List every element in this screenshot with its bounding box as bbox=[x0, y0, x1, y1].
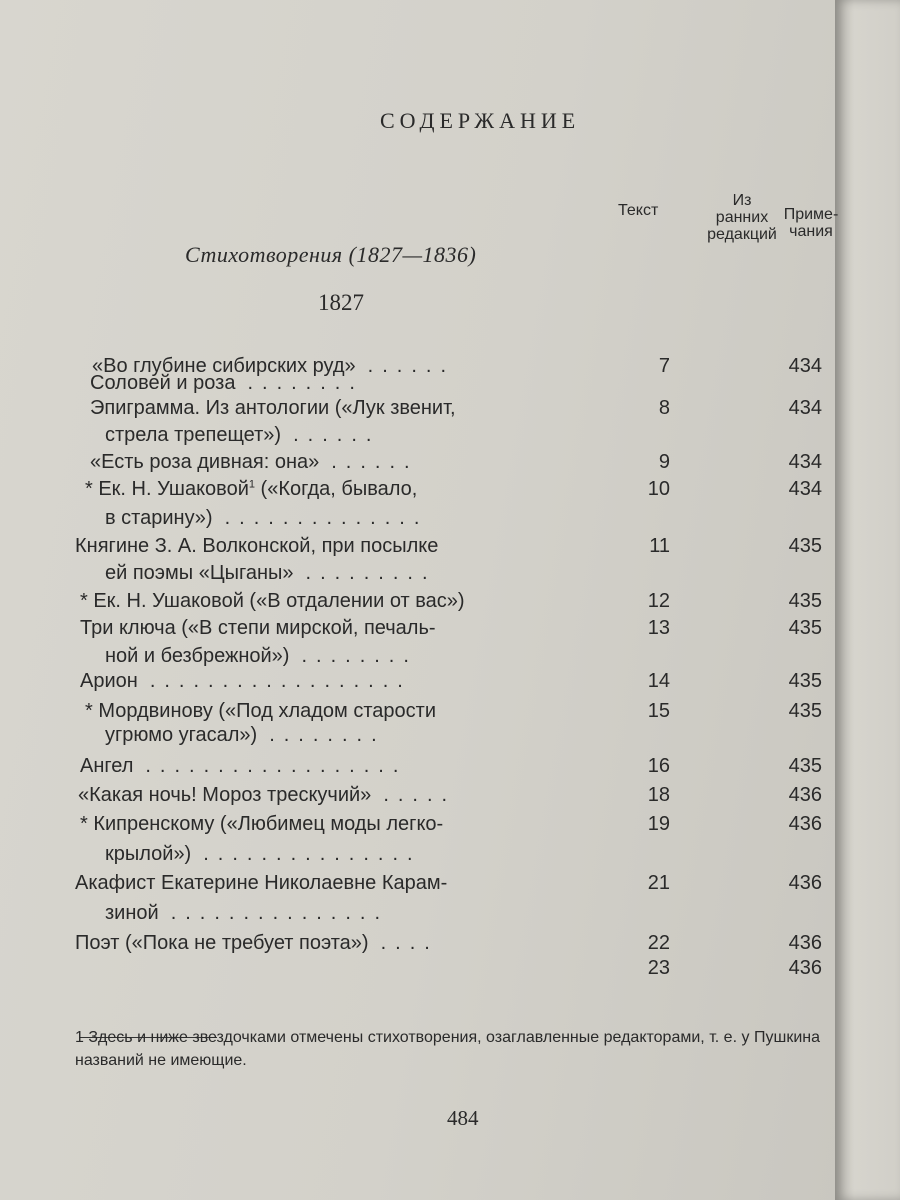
toc-row bbox=[0, 424, 840, 452]
toc-entry-title bbox=[105, 562, 294, 585]
toc-row bbox=[0, 507, 840, 535]
leader-dots: ........ bbox=[247, 372, 364, 394]
leader-dots: ............... bbox=[203, 843, 422, 865]
toc-row bbox=[0, 451, 840, 479]
toc-entry-title bbox=[90, 451, 319, 474]
toc-row bbox=[0, 590, 840, 618]
notes-page-number: 435 bbox=[788, 590, 822, 612]
leader-dots: ..... bbox=[383, 784, 457, 806]
notes-page-number: 436 bbox=[788, 872, 822, 894]
leader-dots: .............. bbox=[224, 507, 429, 529]
notes-page-number: 435 bbox=[788, 700, 822, 722]
leader-dots: .................. bbox=[149, 670, 412, 692]
toc-entry-title bbox=[105, 424, 281, 447]
text-page-number: 21 bbox=[647, 872, 670, 894]
text-page-number: 16 bbox=[647, 755, 670, 777]
notes-page-number: 435 bbox=[788, 670, 822, 692]
toc-row bbox=[0, 670, 840, 698]
notes-page-number: 436 bbox=[788, 932, 822, 954]
notes-page-number: 434 bbox=[788, 478, 822, 500]
toc-row bbox=[0, 478, 840, 506]
column-head-early: Из ранних редакций bbox=[707, 192, 777, 243]
leader-dots: .................. bbox=[145, 755, 408, 777]
toc-entry-title bbox=[75, 932, 369, 955]
notes-page-number: 434 bbox=[788, 355, 822, 377]
toc-entry-title bbox=[105, 902, 159, 925]
footnote: 1 Здесь и ниже звездочками отмечены стихотворения, озаглавленные редакторами, т. е. у Пушкина названий не имеющие. bbox=[75, 1029, 820, 1069]
text-page-number: 10 bbox=[647, 478, 670, 500]
text-page-number: 13 bbox=[647, 617, 670, 639]
toc-row bbox=[0, 843, 840, 871]
entry-text: «Какая ночь! Мороз трескучий» bbox=[78, 784, 372, 806]
toc-entry-title bbox=[85, 478, 417, 501]
toc-entry-title bbox=[80, 670, 138, 693]
entry-text: * Кипренскому («Любимец моды легко- bbox=[80, 813, 444, 835]
entry-text: «Есть роза дивная: она» bbox=[90, 451, 320, 473]
entry-text: крылой») bbox=[105, 843, 192, 865]
notes-page-number: 434 bbox=[788, 397, 822, 419]
toc-row bbox=[0, 372, 840, 400]
toc-row bbox=[0, 645, 840, 673]
entry-text: ей поэмы «Цыганы» bbox=[105, 562, 294, 584]
entry-text: Ангел bbox=[80, 755, 134, 777]
text-page-number: 14 bbox=[647, 670, 670, 692]
toc-row bbox=[0, 784, 840, 812]
text-page-number: 15 bbox=[647, 700, 670, 722]
leader-dots: ........ bbox=[269, 724, 386, 746]
leader-dots: ........ bbox=[301, 645, 418, 667]
toc-entry-title bbox=[90, 372, 235, 395]
entry-text: ной и безбрежной») bbox=[105, 645, 290, 667]
notes-page-number: 435 bbox=[788, 535, 822, 557]
text-page-number: 12 bbox=[647, 590, 670, 612]
notes-page-number: 435 bbox=[788, 617, 822, 639]
page-number: 484 bbox=[447, 1106, 479, 1130]
notes-page-number: 436 bbox=[788, 813, 822, 835]
leader-dots: ............... bbox=[170, 902, 390, 924]
entry-text: Три ключа («В степи мирской, печаль- bbox=[80, 617, 436, 639]
entry-text-cont: («Когда, бывало, bbox=[255, 478, 418, 500]
text-page-number: 8 bbox=[658, 397, 670, 419]
leader-dots: ...... bbox=[331, 451, 419, 473]
column-head-text: Текст bbox=[618, 202, 659, 219]
notes-page-number: 434 bbox=[788, 451, 822, 473]
entry-text: * Мордвинову («Под хладом старости bbox=[85, 700, 436, 722]
toc-row bbox=[0, 932, 840, 960]
year-heading: 1827 bbox=[318, 290, 364, 315]
notes-page-number: 436 bbox=[788, 784, 822, 806]
toc-entry-title bbox=[105, 507, 213, 530]
leader-dots: ...... bbox=[367, 355, 456, 377]
text-page-number: 7 bbox=[658, 355, 670, 377]
toc-entry-title bbox=[75, 872, 447, 895]
entry-text: * Ек. Н. Ушаковой («В отдалении от вас») bbox=[80, 590, 465, 612]
toc-row bbox=[0, 724, 840, 752]
toc-entry-title bbox=[90, 397, 456, 420]
entry-text: Поэт («Пока не требует поэта») bbox=[75, 932, 369, 954]
entry-text: в старину») bbox=[105, 507, 213, 529]
section-title: Стихотворения (1827—1836) bbox=[185, 242, 477, 267]
entry-text: Княгине З. А. Волконской, при посылке bbox=[75, 535, 439, 557]
toc-entry-title bbox=[80, 617, 436, 640]
notes-page-number: 436 bbox=[788, 957, 822, 979]
toc-row bbox=[0, 755, 840, 783]
toc-row bbox=[0, 872, 840, 900]
toc-entry-title bbox=[105, 843, 191, 866]
toc-entry-title bbox=[78, 784, 371, 807]
toc-entry-title bbox=[105, 724, 257, 747]
entry-text: зиной bbox=[105, 902, 159, 924]
text-page-number: 9 bbox=[658, 451, 670, 473]
toc-entry-title bbox=[80, 813, 443, 836]
toc-row bbox=[0, 957, 840, 985]
entry-text: * Ек. Н. Ушаковой bbox=[85, 478, 249, 500]
facing-page-edge bbox=[835, 0, 900, 1200]
footnote-marker: 1 bbox=[248, 478, 255, 491]
entry-text: Соловей и роза bbox=[90, 372, 236, 394]
entry-text: угрюмо угасал») bbox=[105, 724, 258, 746]
toc-entry-title bbox=[80, 755, 133, 778]
leader-dots: ......... bbox=[305, 562, 437, 584]
entry-text: стрела трепещет») bbox=[105, 424, 282, 446]
entry-text: «Во глубине сибирских руд» bbox=[92, 355, 356, 377]
leader-dots: .... bbox=[380, 932, 439, 954]
toc-entry-title bbox=[85, 700, 436, 723]
toc-row bbox=[0, 562, 840, 590]
toc-entry-title bbox=[80, 590, 465, 613]
entry-text: Акафист Екатерине Николаевне Карам- bbox=[75, 872, 448, 894]
entry-text: Арион bbox=[80, 670, 138, 692]
text-page-number: 19 bbox=[647, 813, 670, 835]
toc-row bbox=[0, 617, 840, 645]
text-page-number: 22 bbox=[647, 932, 670, 954]
column-head-notes: Приме- чания bbox=[783, 206, 839, 240]
leader-dots: ...... bbox=[293, 424, 381, 446]
toc-entry-title bbox=[75, 535, 438, 558]
toc-row bbox=[0, 902, 840, 930]
toc-row bbox=[0, 535, 840, 563]
toc-row bbox=[0, 813, 840, 841]
text-page-number: 18 bbox=[647, 784, 670, 806]
text-page-number: 23 bbox=[647, 957, 670, 979]
entry-text: Эпиграмма. Из антологии («Лук звенит, bbox=[90, 397, 456, 419]
toc-entry-title bbox=[105, 645, 289, 668]
notes-page-number: 435 bbox=[788, 755, 822, 777]
text-page-number: 11 bbox=[649, 535, 670, 557]
toc-row bbox=[0, 397, 840, 425]
page-heading: СОДЕРЖАНИЕ bbox=[380, 108, 581, 133]
